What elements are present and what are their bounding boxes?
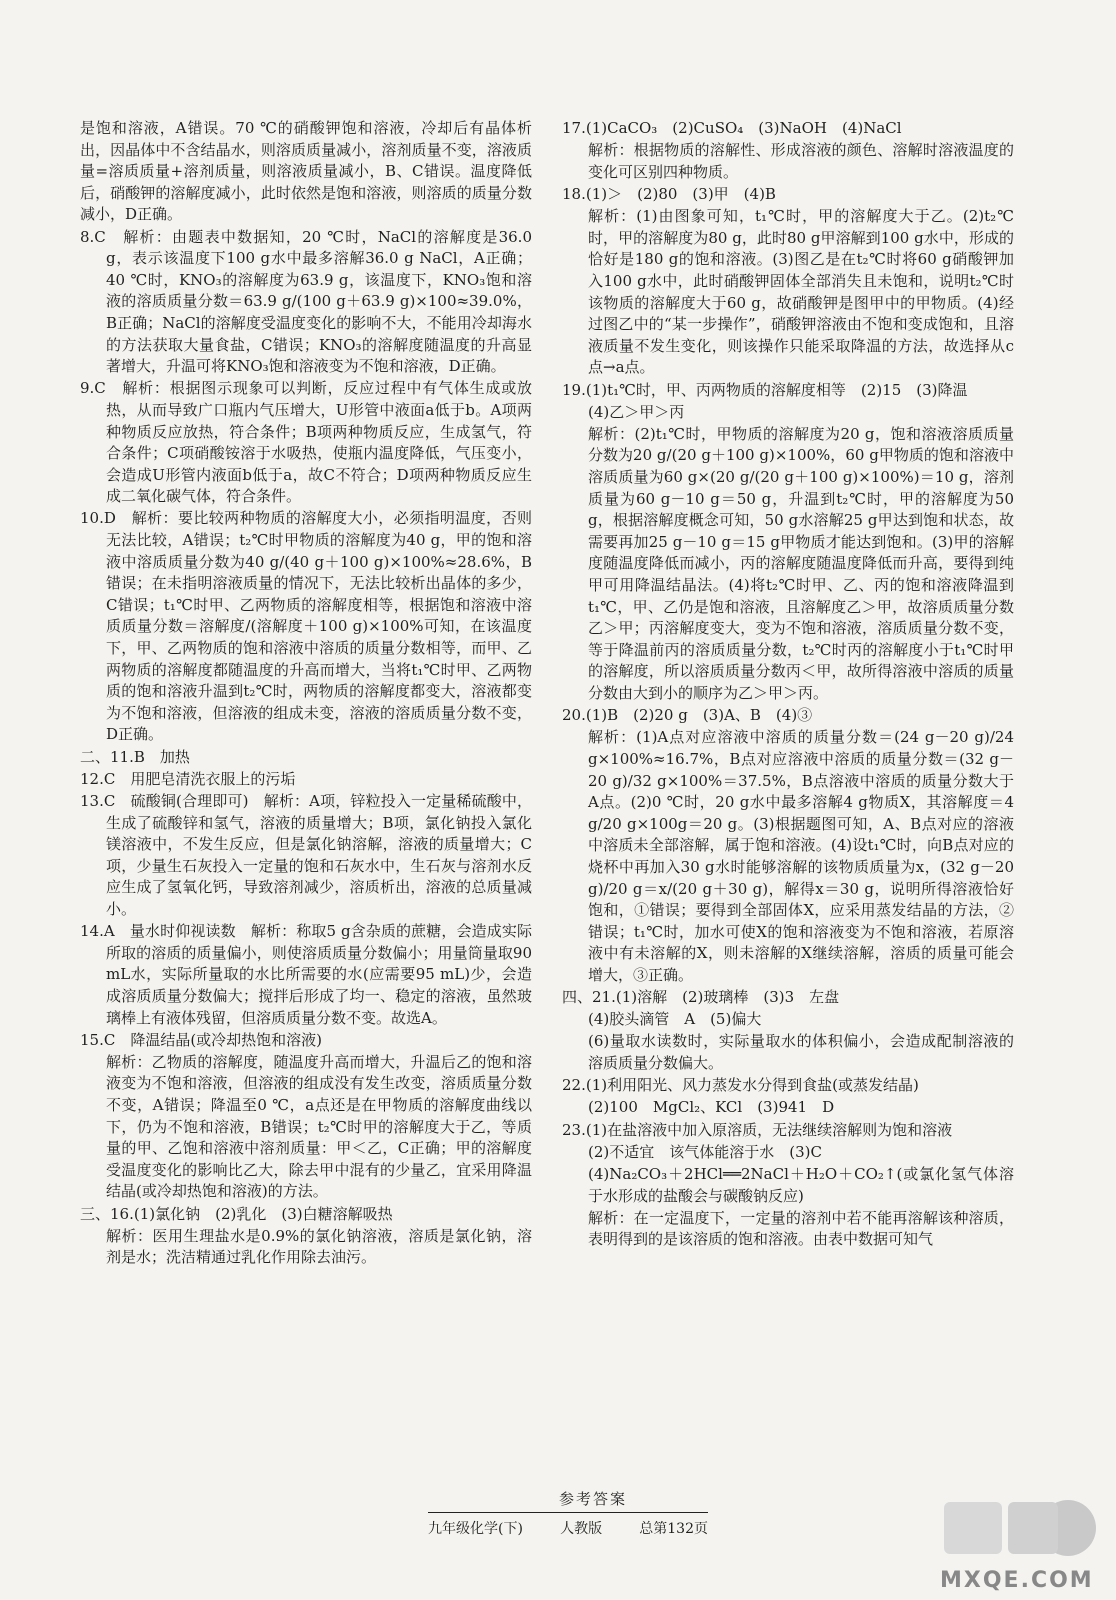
watermark-text: MXQE.COM [940, 1568, 1094, 1593]
footer-page: 总第132页 [639, 1521, 708, 1537]
right-para-1: 解析：根据物质的溶解性、形成溶液的颜色、溶解时溶液温度的变化可区别四种物质。 [588, 141, 1014, 181]
left-para-0: 是饱和溶液，A错误。70 ℃的硝酸钾饱和溶液，冷却后有晶体析出，因晶体中不含结晶水，则溶质质量减小，溶剂质量不变，溶液质量=溶质质量+溶剂质量，则溶液质量减小，B、C错误。温度降低后，硝酸钾的溶解度减小，此时依然是饱和溶液，则溶质的质量分数减小，D正确。 [80, 119, 532, 224]
left-para-3: 10.D 解析：要比较两种物质的溶解度大小，必须指明温度，否则无法比较，A错误；t₂℃时甲物质的溶解度为40 g，甲的饱和溶液中溶质质量分数为40 g/(40 g＋100 g)×100%≈28.6%，B错误；在未指明溶液质量的情况下，无法比较析出晶体的多少，C错误；t₁℃时甲、乙两物质的溶解度相等，根据饱和溶液中溶质质量分数＝溶解度/(溶解度＋100 g)×100%可知，在该温度下，甲、乙两物质的饱和溶液中溶质的质量分数相等，而甲、乙两物质的溶解度都随温度的升高而增大，当将t₁℃时甲、乙两物质的饱和溶液升温到t₂℃时，两物质的溶解度都变大，溶液都变为不饱和溶液，但溶液的组成未变，溶液的溶质质量分数不变，D正确。 [80, 509, 532, 744]
left-para-6: 13.C 硫酸铜(合理即可) 解析：A项，锌粒投入一定量稀硫酸中，生成了硫酸锌和氢气，溶液的质量增大；B项，氯化钠投入氯化镁溶液中，不发生反应，但是氯化钠溶解，溶液的质量增大；C项，少量生石灰投入一定量的饱和石灰水中，生石灰与溶剂水反应生成了氢氧化钙，导致溶剂减少，溶质析出，溶液的总质量减小。 [80, 791, 532, 918]
left-para-4: 二、11.B 加热 [80, 747, 190, 766]
right-para-12: 22.(1)利用阳光、风力蒸发水分得到食盐(或蒸发结晶) [562, 1076, 919, 1095]
right-column [562, 118, 1014, 1252]
left-para-10: 三、16.(1)氯化钠 (2)乳化 (3)白糖溶解吸热 [80, 1204, 393, 1223]
right-para-6: 解析：(2)t₁℃时，甲物质的溶解度为20 g，饱和溶液溶质质量分数为20 g/(20 g＋100 g)×100%，60 g甲物质的饱和溶液中溶质质量为60 g×(20 g/(20 g＋100 g)×100%)＝10 g，溶剂质量为60 g－10 g＝50 g，升温到t₂℃时，甲的溶解度为50 g，根据溶解度概念可知，50 g水溶解25 g甲达到饱和状态，故需要再加25 g－10 g＝15 g甲物质才能达到饱和。(3)甲的溶解度随温度降低而减小，丙的溶解度随温度降低而升高，要得到纯甲可用降温结晶法。(4)将t₂℃时甲、乙、丙的饱和溶液降温到t₁℃，甲、乙仍是饱和溶液，且溶解度乙＞甲，故溶质质量分数乙＞甲；丙溶解度变大，变为不饱和溶液，溶质质量分数不变，等于降温前丙的溶质质量分数，t₂℃时丙的溶解度小于t₁℃时甲的溶解度，所以溶质质量分数丙＜甲，故所得溶液中溶质的质量分数由大到小的顺序为乙＞甲＞丙。 [588, 424, 1014, 702]
footer [428, 1518, 708, 1538]
footer-divider [428, 1512, 708, 1513]
left-para-1: 8.C 解析：由题表中数据知，20 ℃时，NaCl的溶解度是36.0 g，表示该温度下100 g水中最多溶解36.0 g NaCl，A正确；40 ℃时，KNO₃的溶解度为63.9 g，该温度下，KNO₃饱和溶液的溶质质量分数＝63.9 g/(100 g＋63.9 g)×100≈39.0%，B正确；NaCl的溶解度受温度变化的影响不大，不能用冷却海水的方法获取大量食盐，C错误；KNO₃的溶解度随温度的升高显著增大，升温可将KNO₃饱和溶液变为不饱和溶液，D正确。 [80, 227, 532, 376]
left-para-5: 12.C 用肥皂清洗衣服上的污垢 [80, 769, 296, 788]
right-para-11: (6)量取水读数时，实际量取水的体积偏小，会造成配制溶液的溶质质量分数偏大。 [588, 1032, 1014, 1073]
left-para-9: 解析：乙物质的溶解度，随温度升高而增大，升温后乙的饱和溶液变为不饱和溶液，但溶液的组成没有发生改变，溶质质量分数不变，A错误；降温至0 ℃，a点还是在甲物质的溶解度曲线以下，仍为不饱和溶液，B错误；t₂℃时甲的溶解度大于乙，等质量的甲、乙饱和溶液中溶剂质量：甲＜乙，C正确；甲的溶解度受温度变化的影响比乙大，除去甲中混有的少量乙，宜采用降温结晶(或冷却热饱和溶液)的方法。 [106, 1052, 532, 1201]
right-para-2: 18.(1)＞ (2)80 (3)甲 (4)B [562, 184, 776, 203]
right-para-5: (4)乙＞甲＞丙 [588, 402, 685, 421]
footer-title: 参考答案 [558, 1490, 627, 1508]
right-para-10: (4)胶头滴管 A (5)偏大 [588, 1010, 762, 1029]
right-para-4: 19.(1)t₁℃时，甲、丙两物质的溶解度相等 (2)15 (3)降温 [562, 380, 968, 399]
footer-grade: 九年级化学(下) [428, 1521, 523, 1537]
right-para-14: 23.(1)在盐溶液中加入原溶质，无法继续溶解则为饱和溶液 [562, 1120, 953, 1139]
left-para-8: 15.C 降温结晶(或冷却热饱和溶液) [80, 1030, 323, 1049]
left-column [80, 118, 532, 1270]
right-para-7: 20.(1)B (2)20 g (3)A、B (4)③ [562, 706, 813, 725]
left-para-7: 14.A 量水时仰视读数 解析：称取5 g含杂质的蔗糖，会造成实际所取的溶质的质量偏小，则使溶质质量分数偏小；用量筒量取90 mL水，实际所量取的水比所需要的水(应需要95 mL)少，会造成溶质质量分数偏大；搅拌后形成了均一、稳定的溶液，虽然玻璃棒上有液体残留，但溶质质量分数不变。故选A。 [80, 922, 532, 1027]
right-para-0: 17.(1)CaCO₃ (2)CuSO₄ (3)NaOH (4)NaCl [562, 119, 902, 137]
footer-edition: 人教版 [560, 1521, 603, 1537]
right-para-13: (2)100 MgCl₂、KCl (3)941 D [588, 1098, 835, 1117]
left-para-11: 解析：医用生理盐水是0.9%的氯化钠溶液，溶质是氯化钠，溶剂是水；洗洁精通过乳化作用除去油污。 [106, 1226, 532, 1267]
right-para-8: 解析：(1)A点对应溶液中溶质的质量分数＝(24 g－20 g)/24 g×100%≈16.7%，B点对应溶液中溶质的质量分数＝(32 g－20 g)/32 g×100%＝37.5%，B点溶液中溶质的质量分数大于A点。(2)0 ℃时，20 g水中最多溶解4 g物质X，其溶解度＝4 g/20 g×100g＝20 g。(3)根据题图可知，A、B点对应的溶液中溶质未全部溶解，属于饱和溶液。(4)设t₁℃时，向B点对应的烧杯中再加入30 g水时能够溶解的该物质质量为x，(32 g－20 g)/20 g＝x/(20 g＋30 g)，解得x＝30 g，说明所得溶液恰好饱和，①错误；要得到全部固体X，应采用蒸发结晶的方法，②错误；t₁℃时，加水可使X的饱和溶液变为不饱和溶液，若原溶液中有未溶解的X，则未溶解的X继续溶解，溶质的质量可能会增大，③正确。 [588, 728, 1014, 984]
left-para-2: 9.C 解析：根据图示现象可以判断，反应过程中有气体生成或放热，从而导致广口瓶内气压增大，U形管中液面a低于b。A项两种物质反应放热，符合条件；B项两种物质反应，生成氢气，符合条件；C项硝酸铵溶于水吸热，使瓶内温度降低，气压变小，会造成U形管内液面b低于a，故C不符合；D项两种物质反应生成二氧化碳气体，符合条件。 [80, 379, 532, 506]
right-para-3: 解析：(1)由图象可知，t₁℃时，甲的溶解度大于乙。(2)t₂℃时，甲的溶解度为80 g，此时80 g甲溶解到100 g水中，形成的恰好是180 g的饱和溶液。(3)图乙是在t₂℃时将60 g硝酸钾加入100 g水中，此时硝酸钾固体全部消失且未饱和，说明t₂℃时该物质的溶解度大于60 g，故硝酸钾是图甲中的甲物质。(4)经过图乙中的“某一步操作”，硝酸钾溶液由不饱和变成饱和，且溶液质量不发生变化，则该操作只能采取降温的方法，故选择从c点→a点。 [588, 207, 1014, 377]
right-para-16: (4)Na₂CO₃＋2HCl══2NaCl＋H₂O＋CO₂↑(或氯化氢气体溶于水形成的盐酸会与碳酸钠反应) [588, 1165, 1014, 1205]
right-para-17: 解析：在一定温度下，一定量的溶剂中若不能再溶解该种溶质，表明得到的是该溶质的饱和溶液。由表中数据可知气 [588, 1208, 1014, 1249]
right-para-15: (2)不适宜 该气体能溶于水 (3)C [588, 1142, 822, 1161]
right-para-9: 四、21.(1)溶解 (2)玻璃棒 (3)3 左盘 [562, 988, 840, 1007]
